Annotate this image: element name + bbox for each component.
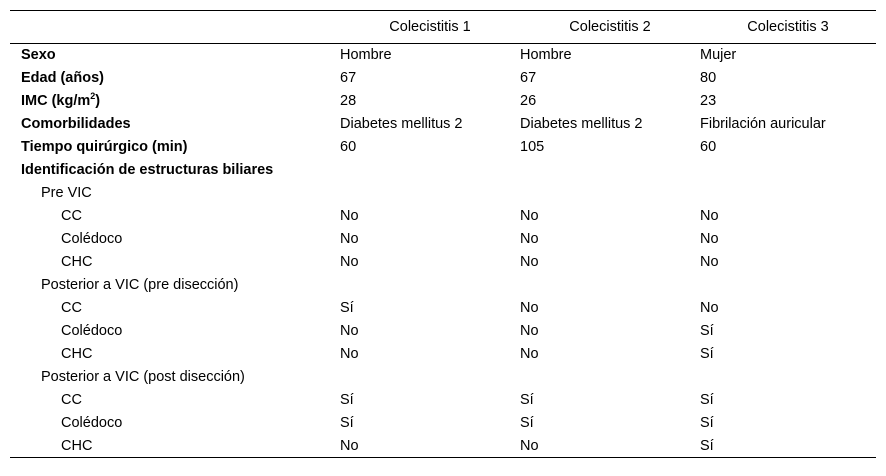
subsection-label: Posterior a VIC (post disección)	[41, 369, 245, 385]
row-label: Colédoco	[61, 231, 123, 247]
imc-label-superscript: 2	[90, 91, 96, 102]
row-label: Edad (años)	[21, 70, 104, 86]
table-cell: Sí	[700, 392, 714, 408]
table-header-row	[10, 11, 876, 44]
table-cell: Sí	[520, 392, 534, 408]
row-label: CC	[61, 300, 82, 316]
table-row	[10, 205, 876, 228]
row-label: CHC	[61, 437, 93, 454]
table-cell: No	[700, 254, 719, 270]
imc-label-close: )	[95, 93, 101, 109]
table-cell: Mujer	[700, 47, 737, 64]
imc-label-text: IMC (kg/m	[21, 93, 91, 109]
table-cell: No	[340, 254, 359, 270]
table-row	[10, 228, 876, 251]
column-header: Colecistitis 1	[389, 19, 471, 35]
table-cell: No	[520, 231, 539, 247]
table-cell: No	[340, 323, 359, 339]
table-cell: Hombre	[340, 47, 392, 64]
column-header: Colecistitis 2	[569, 19, 651, 35]
table-subsection-row	[10, 182, 876, 205]
table-cell: Diabetes mellitus 2	[520, 116, 643, 132]
row-label	[10, 90, 340, 113]
cholecystitis-table	[10, 10, 876, 458]
table-cell: No	[340, 208, 359, 224]
data-table-container	[10, 10, 876, 458]
table-cell: No	[520, 346, 539, 362]
row-label: Tiempo quirúrgico (min)	[21, 139, 188, 155]
row-label: Comorbilidades	[21, 116, 131, 132]
table-cell: No	[520, 254, 539, 270]
table-cell: Hombre	[520, 47, 572, 64]
table-subsection-row	[10, 274, 876, 297]
table-cell: No	[700, 208, 719, 224]
table-cell: 23	[700, 93, 717, 109]
table-cell: No	[340, 231, 359, 247]
table-cell: 60	[700, 139, 717, 155]
table-cell: No	[520, 437, 539, 454]
row-label: CHC	[61, 346, 93, 362]
table-cell: 67	[520, 70, 537, 86]
row-label: Sexo	[21, 47, 56, 64]
table-cell: Sí	[700, 346, 714, 362]
table-cell: Diabetes mellitus 2	[340, 116, 463, 132]
subsection-label: Posterior a VIC (pre disección)	[41, 277, 239, 293]
table-cell: 60	[340, 139, 357, 155]
column-header	[10, 11, 340, 44]
table-cell: Sí	[520, 415, 534, 431]
column-header: Colecistitis 3	[747, 19, 829, 35]
table-row	[10, 113, 876, 136]
table-row	[10, 320, 876, 343]
table-cell: Sí	[340, 392, 354, 408]
row-label: CC	[61, 208, 82, 224]
row-label: CHC	[61, 254, 93, 270]
table-row	[10, 136, 876, 159]
table-row	[10, 90, 876, 113]
table-row	[10, 343, 876, 366]
table-cell: No	[340, 346, 359, 362]
table-cell: No	[340, 437, 359, 454]
table-row	[10, 389, 876, 412]
table-cell: Fibrilación auricular	[700, 116, 826, 132]
table-subsection-row	[10, 366, 876, 389]
table-cell: No	[700, 231, 719, 247]
table-cell: Sí	[700, 415, 714, 431]
table-cell: 28	[340, 93, 357, 109]
table-row	[10, 251, 876, 274]
section-label: Identificación de estructuras biliares	[21, 162, 274, 178]
table-cell: No	[700, 300, 719, 316]
table-cell: Sí	[700, 437, 714, 454]
table-row	[10, 297, 876, 320]
row-label: Colédoco	[61, 323, 123, 339]
row-label: Colédoco	[61, 415, 123, 431]
table-section-row	[10, 159, 876, 182]
table-cell: 80	[700, 70, 717, 86]
table-cell: No	[520, 208, 539, 224]
subsection-label: Pre VIC	[41, 185, 92, 201]
table-cell: No	[520, 323, 539, 339]
table-cell: 105	[520, 139, 545, 155]
table-cell: 67	[340, 70, 357, 86]
table-row	[10, 412, 876, 435]
table-cell: No	[520, 300, 539, 316]
table-cell: 26	[520, 93, 537, 109]
table-cell: Sí	[700, 323, 714, 339]
table-cell: Sí	[340, 415, 354, 431]
table-row	[10, 44, 876, 67]
row-label: CC	[61, 392, 82, 408]
table-cell: Sí	[340, 300, 354, 316]
table-row	[10, 435, 876, 458]
table-row	[10, 67, 876, 90]
